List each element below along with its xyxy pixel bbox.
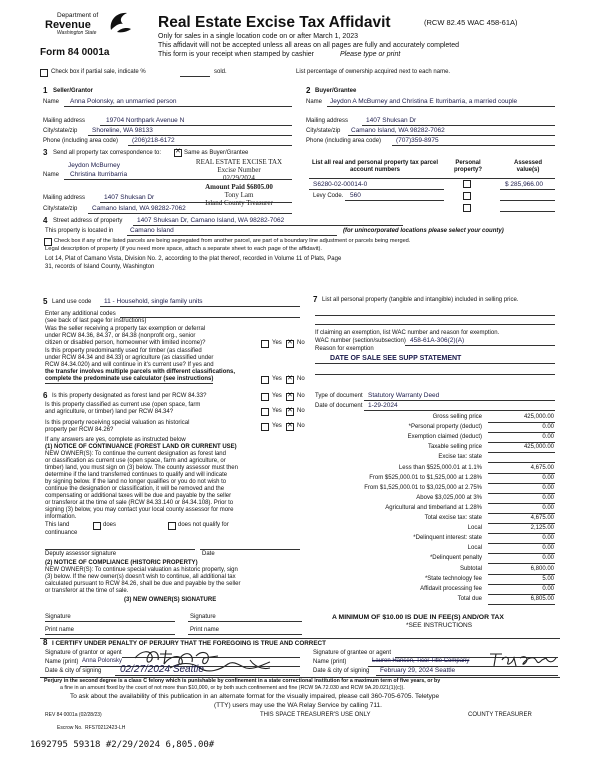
personal-property-line2 (315, 324, 555, 325)
seller-phone-line (128, 145, 292, 146)
notice1-line: compensating or additional taxes will be due and payable by the seller (45, 493, 232, 499)
reason-line2 (315, 374, 555, 375)
calc-row-value[interactable]: 0.00 (542, 535, 554, 541)
same-as-buyer-checkbox[interactable] (174, 149, 182, 157)
parcel-col2: Personal property? (453, 160, 482, 173)
calc-row-value[interactable]: 0.00 (542, 485, 554, 491)
partial-sale-line (180, 76, 210, 77)
notice1-line: or classification as current use (open space, farm and agriculture, or (45, 458, 226, 464)
exemption-q-2: under RCW 84.36, 84.37, or 84.38 (nonprofit org., senior (45, 333, 196, 339)
header-line2: This affidavit will not be accepted unless all areas on all pages are fully and accurately completed (158, 42, 460, 49)
notice1-line: continue the designation or classification, it will be removed and the (45, 486, 225, 492)
grantee-signature[interactable] (486, 648, 558, 670)
deputy-date-label: Date (202, 551, 215, 557)
assessed-row2-line (500, 200, 555, 201)
ownership-note: List percentage of ownership acquired next to each name. (296, 69, 451, 75)
grantee-name-field[interactable]: Lauren Hansen, Ticor Title Company (372, 658, 470, 664)
additional-codes-line (120, 317, 300, 318)
calc-row-value[interactable]: 0.00 (542, 475, 554, 481)
calc-row-label: Affidavit processing fee (420, 586, 482, 592)
notice1-line: determine if the land transferred continues to qualify and will indicate (45, 472, 228, 478)
calc-row-line (488, 483, 555, 484)
seller-mailing-line (100, 125, 292, 126)
calc-row-line (488, 553, 555, 554)
calc-row-line (488, 574, 555, 575)
tax-corr-name-field[interactable]: Christina Iturribarria (70, 171, 128, 178)
calc-row-value[interactable]: 0.00 (542, 424, 554, 430)
tax-corr-city-label: City/state/zip (43, 206, 78, 212)
calc-row-label: Local (467, 545, 482, 551)
reason-field[interactable]: DATE OF SALE SEE SUPP STATEMENT (330, 355, 462, 362)
notice2-line: or transferor at the time of sale. (45, 588, 129, 594)
personal-property-checkbox-1[interactable] (463, 180, 471, 188)
buyer-section-number: 2 (306, 86, 311, 95)
buyer-city-line (348, 135, 555, 136)
seller-name-line (64, 106, 292, 107)
form-rcw: (RCW 82.45 WAC 458-61A) (424, 18, 518, 27)
calc-row-label: Taxable selling price (427, 444, 482, 450)
notice2-line: calculated pursuant to RCW 84.26, shall be due and payable by the seller (45, 581, 241, 587)
calc-row-label: Gross selling price (432, 414, 482, 420)
seller-name-field[interactable]: Anna Polonsky, an unmarried person (70, 98, 177, 105)
timber-no-checkbox[interactable] (286, 376, 294, 384)
notice1-line: signing (3) below, you may contact your local county assessor for more (45, 507, 234, 513)
stamp-line2: Excise Number (217, 166, 261, 175)
excise-stamp (180, 158, 298, 207)
grantee-date-label: Date & city of signing (313, 668, 370, 674)
stamp-line3: 02/29/2024 (223, 174, 255, 183)
perjury-line1: Perjury in the second degree is a class C felony which is punishable by confinement in a state correctional institution for a maximum term of five years, or by (44, 678, 441, 684)
form-number: Form 84 0001a (40, 47, 110, 58)
exemption-no-label: No (297, 340, 305, 346)
deputy-sig-line (45, 549, 195, 550)
calc-row-label: From $525,000.01 to $1,525,000 at 1.28% (369, 475, 482, 481)
rev-label: REV 84 0001a (02/28/23) (45, 712, 102, 718)
dept-line2: Revenue (45, 19, 91, 31)
dor-logo (35, 10, 135, 44)
buyer-phone-line (392, 145, 555, 146)
land-label: This land (45, 522, 70, 528)
buyer-name-line (327, 106, 555, 107)
grantee-signature-label: Signature of grantee or agent (313, 650, 392, 656)
personal-property-line1 (315, 315, 555, 316)
notice2-body (45, 567, 240, 595)
personal-property-checkbox-3[interactable] (463, 204, 471, 212)
calc-row-line (488, 604, 555, 605)
buyer-mailing-label: Mailing address (306, 118, 349, 124)
deputy-label: Deputy assessor signature (45, 551, 117, 557)
exemption-yes-checkbox[interactable] (261, 340, 269, 348)
exemption-yes-label: Yes (272, 340, 282, 346)
tax-corr-label: Send all property tax correspondence to: (53, 150, 162, 156)
reason-label: Reason for exemption (315, 346, 374, 352)
grantor-signature-label: Signature of grantor or agent (45, 650, 122, 656)
doc-type-label: Type of document (315, 393, 363, 399)
certify-section-number: 8 (43, 638, 48, 647)
forest-q1-yes-label: Yes (272, 393, 282, 399)
calc-row-value[interactable]: 5.00 (542, 576, 554, 582)
calc-row-label: Agricultural and timberland at 1.28% (385, 505, 482, 511)
buyer-name-field[interactable]: Jeydon A McBurney and Christina E Iturribarria, a married couple (330, 98, 518, 105)
calc-row-line (488, 503, 555, 504)
seller-heading: Seller/Grantor (53, 88, 94, 94)
owner-print-label-2: Print name (190, 627, 220, 633)
same-as-buyer-label: Same as Buyer/Grantee (184, 150, 249, 156)
notice1-line: information. (45, 514, 77, 520)
forest-q1-yes-checkbox[interactable] (261, 393, 269, 401)
calc-row-value[interactable]: 0.00 (542, 434, 554, 440)
calc-row-label: From $1,525,000.01 to $3,025,000 at 2.75% (364, 485, 482, 491)
seller-phone-label: Phone (including area code) (43, 138, 119, 144)
doc-date-line (364, 410, 555, 411)
personal-property-label: List all personal property (tangible and intangible) included in selling price. (322, 297, 519, 303)
form-title: Real Estate Excise Tax Affidavit (158, 14, 391, 31)
exemption-instructions: If claiming an exemption, list WAC number and reason for exemption. (315, 330, 500, 336)
doc-date-label: Date of document (315, 403, 363, 409)
legal-label: Legal description of property (if you need more space, attach a separate sheet to each page of the affidavit). (45, 246, 323, 252)
calc-row-line (488, 594, 555, 595)
treasurer-only: THIS SPACE TREASURER'S USE ONLY (260, 712, 371, 718)
assessed-value-field[interactable]: $ 285,966.00 (505, 181, 543, 188)
grantee-date-field[interactable]: February 29, 2024 Seattle (380, 667, 456, 674)
unincorporated-note: (for unincorporated locations please select your county) (343, 228, 504, 234)
see-instructions: *SEE INSTRUCTIONS (406, 622, 473, 629)
notice1-line: or transferor at the time of sale (RCW 84.33.140 or 84.34.108). Prior to (45, 500, 234, 506)
personal-property-checkbox-2[interactable] (463, 192, 471, 200)
notice1-line: timber) land, you must sign on (3) below. The county assessor must then (45, 465, 238, 471)
doc-type-line (364, 400, 555, 401)
reason-line (315, 363, 555, 364)
stamp-line1: REAL ESTATE EXCISE TAX (195, 158, 283, 166)
forest-q1-no-checkbox[interactable] (286, 393, 294, 401)
calc-row-value[interactable]: 4,675.00 (530, 465, 554, 471)
calc-row-value[interactable]: 0.00 (542, 555, 554, 561)
calc-row-line (488, 493, 555, 494)
partial-sale-checkbox[interactable] (40, 69, 48, 77)
calc-row-value[interactable]: 0.00 (542, 545, 554, 551)
calc-row-value[interactable]: 6,805.00 (530, 596, 554, 602)
additional-codes-2: (see back of last page for instructions) (45, 318, 147, 324)
notice1-body (45, 451, 238, 521)
certify-heading: I CERTIFY UNDER PENALTY OF PERJURY THAT THE FOREGOING IS TRUE AND CORRECT (52, 640, 326, 647)
calc-row-line (488, 473, 555, 474)
calc-row-label: Total excise tax: state (424, 515, 482, 521)
segregation-label: Check box if any of the listed parcels are being segregated from another parcel, are part of a boundary line adjustment or parcels being merged. (54, 238, 411, 244)
calc-row-line (488, 543, 555, 544)
wac-label: WAC number (section/subsection) (315, 338, 406, 344)
continuance-label: continuance (45, 530, 78, 536)
street-line (133, 225, 403, 226)
section8-top-line (40, 638, 560, 639)
escrow-label: Escrow No. (57, 725, 83, 731)
doc-date-field[interactable]: 1-29-2024 (368, 402, 398, 409)
calc-row-line (488, 422, 555, 423)
located-line (127, 235, 337, 236)
assessed-row3-line (500, 211, 555, 212)
seller-city-field[interactable]: Shoreline, WA 98133 (92, 127, 153, 134)
notice1-line: NEW OWNER(S): To continue the current designation as forest land (45, 451, 226, 457)
partial-sale-label: Check box if partial sale, indicate % (51, 69, 146, 75)
buyer-name-label: Name (306, 99, 323, 105)
calc-row-label: Above $3,025,000 at 3% (416, 495, 482, 501)
tax-corr-name-label: Name (43, 172, 60, 178)
buyer-mailing-line (362, 125, 555, 126)
calc-row-value[interactable]: 2,125.00 (530, 525, 554, 531)
calc-row-line (488, 513, 555, 514)
grantee-name-label: Name (print) (313, 659, 347, 665)
timber-yes-checkbox[interactable] (261, 376, 269, 384)
timber-no-label: No (297, 376, 305, 382)
calc-row-value[interactable]: 0.00 (542, 586, 554, 592)
notice2-line: NEW OWNER(S): To continue special valuation as historic property, sign (45, 567, 238, 573)
forest-q2-yes-checkbox[interactable] (261, 408, 269, 416)
calc-row-value[interactable]: 425,000.00 (523, 444, 554, 450)
county-treasurer: COUNTY TREASURER (468, 712, 532, 718)
grantor-date-label: Date & city of signing (45, 668, 102, 674)
parcel-col3: Assessed value(s) (513, 160, 543, 173)
owner-print-label-1: Print name (45, 627, 75, 633)
forest-q3a: Is this property receiving special valuation as historical (45, 420, 190, 426)
calc-row-label: Exemption claimed (deduct) (407, 434, 482, 440)
forest-q2-yes-label: Yes (272, 408, 282, 414)
tax-corr-section-number: 3 (43, 148, 48, 157)
receipt-line: 1692795 59318 #2/29/2024 6,805.00# (30, 740, 215, 750)
land-does-not-label: does not qualify for (178, 522, 229, 528)
calc-row-value[interactable]: 425,000.00 (523, 414, 554, 420)
assessed-row1-line (500, 189, 555, 190)
located-field[interactable]: Camano Island (130, 227, 174, 234)
levy-label: Levy Code. (313, 193, 344, 199)
street-label: Street address of property (53, 218, 123, 224)
header-line3: This form is your receipt when stamped by cashier (158, 51, 315, 58)
calc-row-label: Local (467, 525, 482, 531)
owner-signature-label-2: Signature (190, 614, 216, 620)
alt-format-line1: To ask about the availability of this publication in an alternate format for the visually impaired, please call 360-705-6705. Teletype (70, 693, 440, 700)
forest-q3-no-label: No (297, 423, 305, 429)
buyer-heading: Buyer/Grantee (315, 88, 357, 94)
land-use-label: Land use code (52, 299, 92, 305)
calc-row-value[interactable]: 0.00 (542, 505, 554, 511)
timber-yes-label: Yes (272, 376, 282, 382)
land-use-field[interactable]: 11 - Household, single family units (104, 298, 203, 305)
perjury-line2: a fine in an amount fixed by the court of not more than $10,000, or by both such confinement and fine (RCW 9A.72.030 and RCW 9A.20.021(1)(c)). (60, 685, 405, 691)
seller-city-label: City/state/zip (43, 128, 78, 134)
tax-corr-city-field[interactable]: Camano Island, WA 98282-7062 (92, 205, 186, 212)
buyer-phone-field[interactable]: (707)359-8975 (396, 137, 439, 144)
forest-q3b: property per RCW 84.26? (45, 427, 114, 433)
parcel-col1: List all real and personal property tax parcel account numbers (311, 160, 439, 173)
notice2-title: (2) NOTICE OF COMPLIANCE (HISTORIC PROPERTY) (45, 560, 198, 566)
dept-line1: Department of (57, 12, 99, 19)
grantee-date-line (376, 675, 558, 676)
timber-q-4: the transfer involves multiple parcels with different classifications, (45, 369, 236, 375)
segregation-checkbox[interactable] (44, 238, 52, 246)
calc-row-label: *Delinquent interest: state (413, 535, 482, 541)
header-line1: Only for sales in a single location code on or after March 1, 2023 (158, 33, 358, 40)
parcel-number-field[interactable]: S6280-02-00014-0 (313, 181, 368, 188)
buyer-phone-label: Phone (including area code) (306, 138, 382, 144)
land-does-checkbox[interactable] (93, 522, 101, 530)
timber-q-1: Is this property predominantly used for timber (as classified (45, 348, 202, 354)
land-does-label: does (103, 522, 117, 528)
alt-format-line2: (TTY) users may use the WA Relay Service by calling 711. (214, 702, 382, 709)
seller-mailing-label: Mailing address (43, 118, 86, 124)
calc-row-label: Less than $525,000.01 at 1.1% (398, 465, 482, 471)
minimum-note: A MINIMUM OF $10.00 IS DUE IN FEE(S) AND/OR TAX (332, 614, 504, 621)
exemption-no-checkbox[interactable] (286, 340, 294, 348)
seller-name-label: Name (43, 99, 60, 105)
timber-q-5: complete the predominate use calculator (see instructions) (45, 376, 214, 382)
legal-line2: 31, records of Island County, Washington (45, 264, 155, 270)
seller-city-line (88, 135, 292, 136)
additional-codes-1: Enter any additional codes (45, 311, 116, 317)
calc-row-line (488, 523, 555, 524)
doc-type-field[interactable]: Statutory Warranty Deed (368, 392, 440, 399)
calc-row-label: Excise tax: state (438, 454, 482, 460)
forest-q4: If any answers are yes, complete as instructed below (45, 437, 186, 443)
calc-row-value[interactable]: 0.00 (542, 495, 554, 501)
owner-signature-label-1: Signature (45, 614, 71, 620)
calc-row-line (488, 442, 555, 443)
grantor-date-field[interactable]: 02/27/2024 Seattle (120, 664, 204, 675)
buyer-mailing-field[interactable]: 1407 Shuksan Dr (366, 117, 417, 124)
calc-row-line (488, 452, 555, 453)
location-section-number: 4 (43, 216, 48, 225)
forest-q2-no-checkbox[interactable] (286, 408, 294, 416)
wac-field[interactable]: 458-61A-306(2)(A) (410, 337, 465, 344)
calc-row-label: Subtotal (459, 566, 482, 572)
tax-corr-city-line (88, 213, 292, 214)
stamp-line5: Tony Lam (224, 190, 254, 199)
notice1-line: by signing below. If the land no longer qualifies or you do not wish to (45, 479, 227, 485)
located-label: This property is located in (45, 228, 114, 234)
forest-q3-yes-checkbox[interactable] (261, 423, 269, 431)
exemption-q-3: citizen or disabled person, homeowner with limited income)? (45, 340, 206, 346)
land-use-section-number: 5 (43, 297, 48, 306)
calc-row-label: *State technology fee (424, 576, 482, 582)
grantor-name-label: Name (print) (45, 659, 79, 665)
tax-corr-mailing-label: Mailing address (43, 195, 86, 201)
seller-phone-field[interactable]: (206)218-6172 (132, 137, 175, 144)
timber-q-2: under RCW 84.34 and 84.33) or agriculture (as classified under (45, 355, 214, 361)
notice1-title: (1) NOTICE OF CONTINUANCE (FOREST LAND OR CURRENT USE) (45, 444, 237, 450)
forest-q3-yes-label: Yes (272, 423, 282, 429)
calc-row-label: Total due (457, 596, 482, 602)
dept-line3: Washington State (57, 30, 97, 36)
owner-sig-line2 (188, 621, 302, 622)
forest-q2b: and agriculture, or timber) land per RCW 84.34? (45, 409, 174, 415)
forest-section-number: 6 (43, 391, 48, 400)
calc-row-line (488, 533, 555, 534)
calc-row-label: *Delinquent penalty (429, 555, 482, 561)
exemption-q-1: Was the seller receiving a property tax exemption or deferral (45, 326, 206, 332)
notice2-line: (3) below. If the new owner(s) doesn't wish to continue, all additional tax (45, 574, 236, 580)
land-use-line (100, 306, 300, 307)
partial-sale-sold: sold. (214, 69, 227, 75)
calc-row-line (488, 563, 555, 564)
tax-corr-mailing-field[interactable]: 1407 Shuksan Dr (104, 194, 155, 201)
escrow-value: RFS70212423-LH (85, 725, 126, 731)
owner-sig-line1 (45, 621, 175, 622)
notice3-title: (3) NEW OWNER(S) SIGNATURE (124, 597, 217, 603)
timber-q-3: RCW 84.34.020) and will continue in it's current use? If yes and (45, 362, 214, 368)
parcel-row1-line (309, 189, 444, 190)
stamp-line6: Island County Treasurer (205, 199, 273, 208)
calc-row-value[interactable]: 4,675.00 (530, 515, 554, 521)
parcel-header-line (309, 178, 555, 179)
stamp-line4: Amount Paid $6805.00 (205, 182, 273, 191)
forest-q3-no-checkbox[interactable] (286, 423, 294, 431)
seller-mailing-field[interactable]: 19704 Northpark Avenue N (106, 117, 185, 124)
calc-row-line (488, 432, 555, 433)
levy-line (345, 200, 444, 201)
calc-row-label: *Personal property (deduct) (408, 424, 482, 430)
grantor-name-field[interactable]: Anna Polonsky (82, 658, 123, 664)
buyer-city-label: City/state/zip (306, 128, 341, 134)
owner-print-line2 (188, 634, 302, 635)
street-field[interactable]: 1407 Shuksan Dr, Camano Island, WA 98282-7062 (137, 217, 285, 224)
wac-line (405, 345, 555, 346)
owner-print-line1 (45, 634, 175, 635)
grantor-date-line (115, 675, 300, 676)
calc-row-value[interactable]: 6,800.00 (530, 566, 554, 572)
tax-corr-name-top: Jeydon McBurney (68, 162, 121, 169)
legal-line1: Lot 14, Plat of Camano Vista, Division No. 2, according to the plat thereof, recorded in Volume 11 of Plats, Page (45, 256, 342, 262)
header-line3b: Please type or print (340, 51, 401, 58)
calc-row-line (488, 462, 555, 463)
land-does-not-checkbox[interactable] (168, 522, 176, 530)
calc-row-line (488, 584, 555, 585)
forest-q1-no-label: No (297, 393, 305, 399)
levy-field[interactable]: 560 (350, 192, 361, 199)
personal-property-section-number: 7 (313, 295, 318, 304)
dor-swoosh-icon (107, 10, 133, 34)
deputy-date-line (200, 549, 300, 550)
buyer-city-field[interactable]: Camano Island, WA 98282-7062 (351, 127, 445, 134)
seller-section-number: 1 (43, 86, 48, 95)
forest-q2a: Is this property classified as current use (open space, farm (45, 402, 201, 408)
forest-q1: Is this property designated as forest land per RCW 84.33? (52, 393, 207, 399)
forest-q2-no-label: No (297, 408, 305, 414)
